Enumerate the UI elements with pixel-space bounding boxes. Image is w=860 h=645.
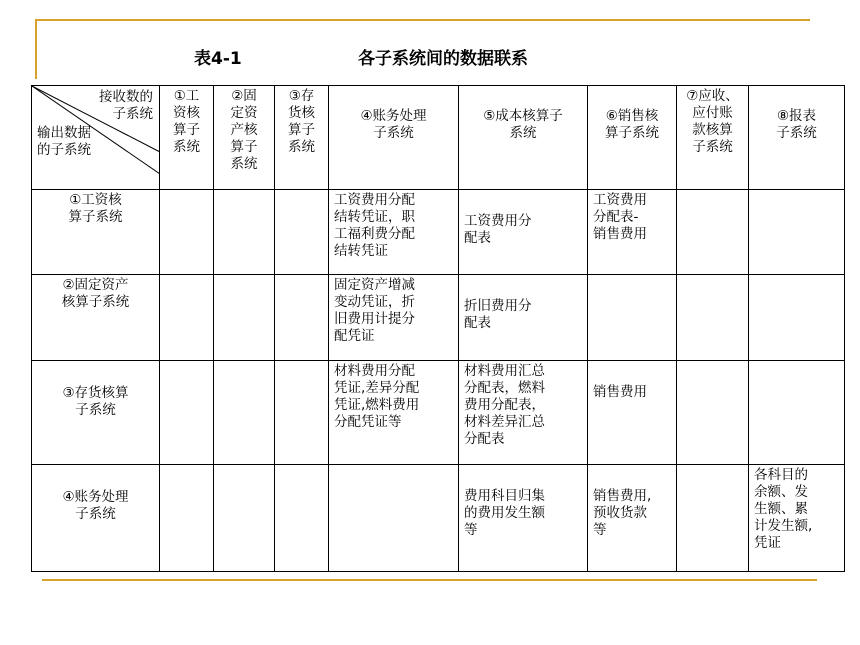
- table-row: [32, 190, 845, 275]
- table-cell: [160, 465, 214, 572]
- table-cell: [214, 361, 275, 465]
- table-number: 表4-1: [194, 49, 242, 69]
- corner-output-label: 输出数据 的子系统: [37, 125, 91, 158]
- table-cell: [214, 190, 275, 275]
- table-cell: 费用科目归集 的费用发生额 等: [459, 465, 588, 572]
- table-cell: [677, 465, 749, 572]
- corner-header-cell: [32, 86, 160, 190]
- table-cell: [275, 190, 329, 275]
- table-cell: 销售费用: [588, 361, 677, 465]
- table-cell: [677, 275, 749, 361]
- table-cell: [749, 275, 845, 361]
- col-header: ①工 资核 算子 系统: [160, 86, 214, 190]
- col-header: ③存 货核 算子 系统: [275, 86, 329, 190]
- table-cell: [588, 275, 677, 361]
- table-cell: 工资费用分配 结转凭证，职 工福利费分配 结转凭证: [329, 190, 459, 275]
- table-cell: [160, 361, 214, 465]
- table-cell: 销售费用, 预收货款 等: [588, 465, 677, 572]
- col-header: ⑥销售核 算子系统: [588, 86, 677, 190]
- table-cell: [214, 465, 275, 572]
- table-cell: 材料费用汇总 分配表，燃料 费用分配表， 材料差异汇总 分配表: [459, 361, 588, 465]
- table-cell: [160, 190, 214, 275]
- corner-receive-label: 接收数的 子系统: [99, 89, 153, 122]
- header-row: [32, 86, 845, 190]
- row-header: ①工资核 算子系统: [32, 190, 160, 275]
- table-cell: 材料费用分配 凭证,差异分配 凭证,燃料费用 分配凭证等: [329, 361, 459, 465]
- table-cell: [214, 275, 275, 361]
- table-row: [32, 465, 845, 572]
- col-header: ④账务处理 子系统: [329, 86, 459, 190]
- table-cell: [749, 361, 845, 465]
- table-cell: 各科目的 余额、发 生额、累 计发生额, 凭证: [749, 465, 845, 572]
- table-cell: [275, 465, 329, 572]
- row-header: ④账务处理 子系统: [32, 465, 160, 572]
- table-cell: 工资费用分 配表: [459, 190, 588, 275]
- top-rule: [35, 19, 810, 21]
- row-header: ③存货核算 子系统: [32, 361, 160, 465]
- col-header: ⑤成本核算子 系统: [459, 86, 588, 190]
- col-header: ⑦应收、 应付账 款核算 子系统: [677, 86, 749, 190]
- table-row: [32, 361, 845, 465]
- col-header: ②固 定资 产核 算子 系统: [214, 86, 275, 190]
- row-header: ②固定资产 核算子系统: [32, 275, 160, 361]
- table-cell: [160, 275, 214, 361]
- table-cell: [275, 361, 329, 465]
- table-cell: [329, 465, 459, 572]
- table-cell: 工资费用 分配表- 销售费用: [588, 190, 677, 275]
- left-rule: [35, 19, 37, 79]
- table-row: [32, 275, 845, 361]
- table-cell: [275, 275, 329, 361]
- table-cell: 固定资产增减 变动凭证，折 旧费用计提分 配凭证: [329, 275, 459, 361]
- table-cell: [677, 361, 749, 465]
- bottom-rule: [42, 579, 817, 581]
- table-cell: 折旧费用分 配表: [459, 275, 588, 361]
- table-cell: [677, 190, 749, 275]
- table-cell: [749, 190, 845, 275]
- col-header: ⑧报表 子系统: [749, 86, 845, 190]
- table-title: 各子系统间的数据联系: [358, 49, 528, 69]
- data-relation-table: [31, 85, 845, 572]
